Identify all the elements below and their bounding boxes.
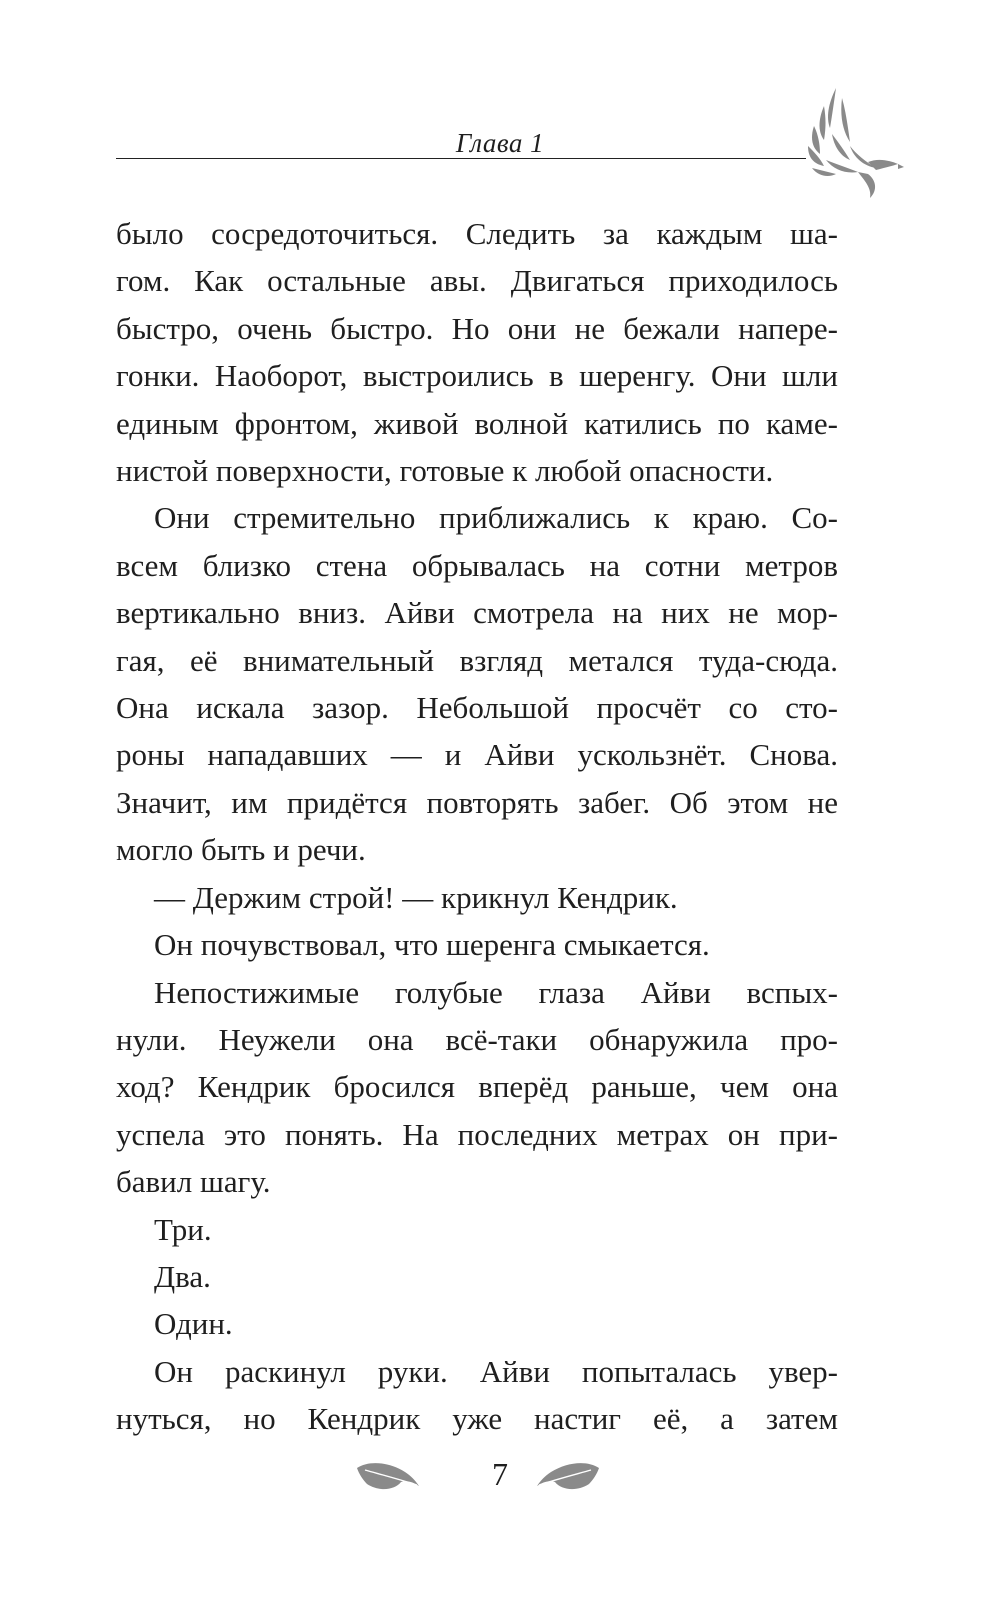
text-line: успела это понять. На последних метрах он при- xyxy=(116,1116,838,1152)
text-line: Он почувствовал, что шеренга смыкается. xyxy=(154,927,710,963)
text-line: всем близко стена обрывалась на сотни метров xyxy=(116,547,838,583)
feather-right-icon xyxy=(535,1456,601,1498)
text-line: Три. xyxy=(154,1211,212,1247)
text-line: Два. xyxy=(154,1258,211,1294)
text-line: было сосредоточиться. Следить за каждым ша- xyxy=(116,216,838,251)
text-line: гая, её внимательный взгляд метался туда-сюда. xyxy=(116,642,838,678)
text-line: вертикально вниз. Айви смотрела на них не мор- xyxy=(116,595,838,631)
text-line: Он раскинул руки. Айви попыталась увер- xyxy=(154,1353,838,1389)
page-number: 7 xyxy=(492,1456,508,1492)
text-line: бавил шагу. xyxy=(116,1164,271,1200)
text-line: единым фронтом, живой волной катились по каме- xyxy=(116,405,838,441)
body-text xyxy=(116,210,838,1443)
chapter-title: Глава 1 xyxy=(455,128,545,158)
text-line: могло быть и речи. xyxy=(116,832,366,868)
running-header xyxy=(0,0,1000,200)
text-line: быстро, очень быстро. Но они не бежали напере- xyxy=(116,310,838,346)
text-line: Непостижимые голубые глаза Айви вспых- xyxy=(154,974,838,1010)
text-line: Один. xyxy=(154,1306,233,1342)
bird-icon xyxy=(806,84,904,200)
text-line: — Держим строй! — крикнул Кендрик. xyxy=(154,879,678,915)
text-line: Значит, им придётся повторять забег. Об этом не xyxy=(116,784,838,820)
text-line: Она искала зазор. Небольшой просчёт со сто- xyxy=(116,690,838,726)
text-line: нули. Неужели она всё-таки обнаружила про- xyxy=(116,1021,838,1057)
text-line: ход? Кендрик бросился вперёд раньше, чем она xyxy=(116,1069,838,1105)
text-line: гом. Как остальные авы. Двигаться приходилось xyxy=(116,263,838,299)
text-line: роны нападавших — и Айви ускользнёт. Снова. xyxy=(116,737,838,773)
text-line: Они стремительно приближались к краю. Со- xyxy=(154,500,838,536)
text-line: гонки. Наоборот, выстроились в шеренгу. Они шли xyxy=(116,358,838,394)
page-footer xyxy=(0,1448,1000,1518)
text-line: нистой поверхности, готовые к любой опасности. xyxy=(116,453,774,489)
text-line: нуться, но Кендрик уже настиг её, а затем xyxy=(116,1401,838,1437)
